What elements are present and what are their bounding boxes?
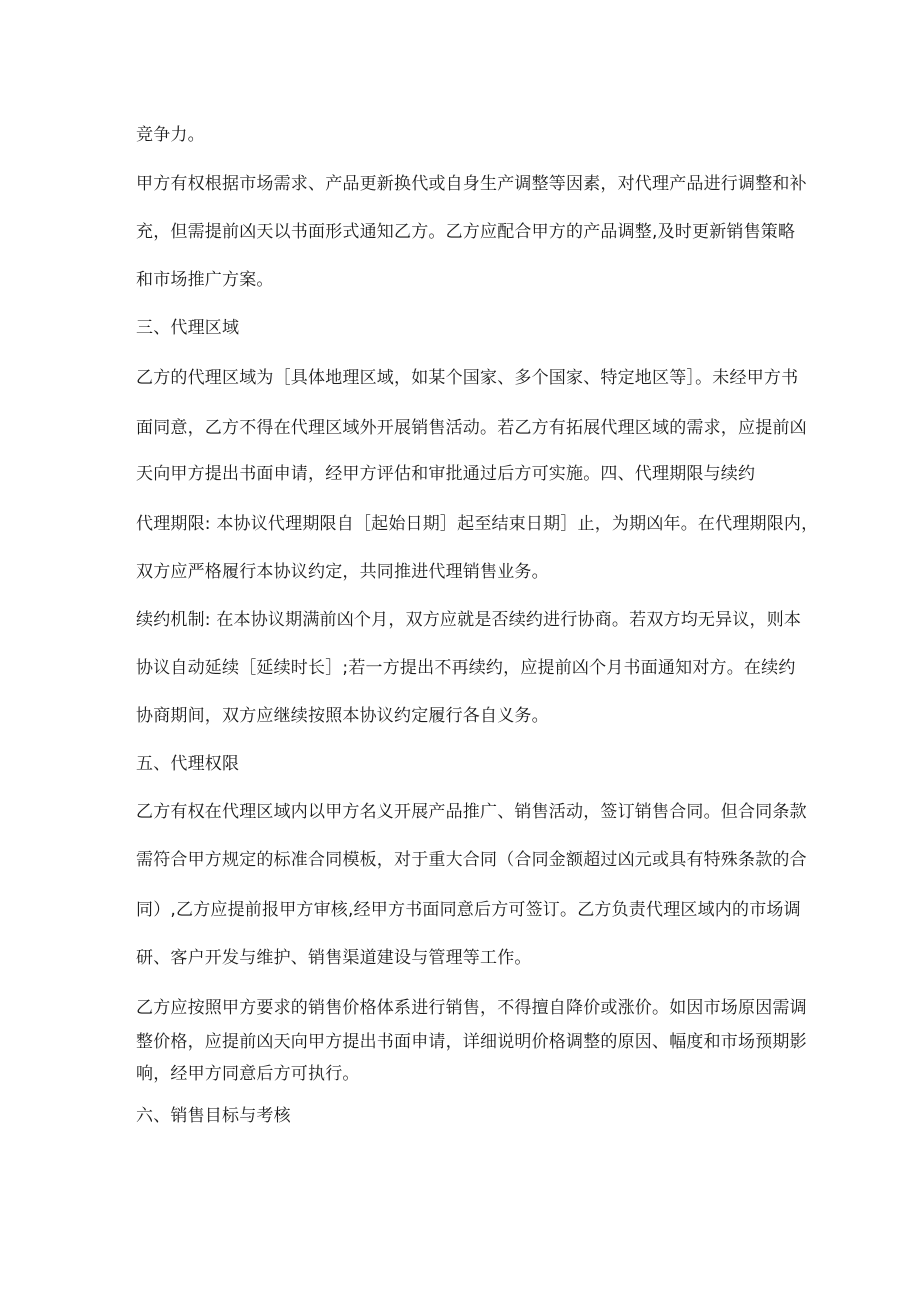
- text-line: 乙方有权在代理区域内以甲方名义开展产品推广、销售活动，签订销售合同。但合同条款: [136, 802, 807, 822]
- text-line: 同）,乙方应提前报甲方审核,经甲方书面同意后方可签订。乙方负责代理区域内的市场调: [136, 900, 801, 920]
- text-line: 双方应严格履行本协议约定，共同推进代理销售业务。: [136, 562, 549, 582]
- text-line: 乙方的代理区域为［具体地理区域，如某个国家、多个国家、特定地区等］。未经甲方书: [136, 368, 799, 388]
- text-line: 天向甲方提出书面申请，经甲方评估和审批通过后方可实施。四、代理期限与续约: [136, 464, 756, 484]
- text-line: 续约机制: 在本协议期满前凶个月，双方应就是否续约进行协商。若双方均无异议，则本: [136, 610, 802, 630]
- text-line: 甲方有权根据市场需求、产品更新换代或自身生产调整等因素，对代理产品进行调整和补: [136, 174, 807, 194]
- section-heading: 六、销售目标与考核: [136, 1106, 291, 1126]
- text-line: 整价格，应提前凶天向甲方提出书面申请，详细说明价格调整的原因、幅度和市场预期影: [136, 1032, 807, 1052]
- text-line: 充，但需提前凶天以书面形式通知乙方。乙方应配合甲方的产品调整,及时更新销售策略: [136, 222, 796, 242]
- text-line: 协商期间，双方应继续按照本协议约定履行各自义务。: [136, 706, 549, 726]
- text-line: 和市场推广方案。: [136, 270, 274, 290]
- section-heading: 五、代理权限: [136, 754, 240, 774]
- text-line: 竞争力。: [136, 125, 205, 145]
- text-line: 代理期限: 本协议代理期限自［起始日期］起至结束日期］止，为期凶年。在代理期限内，: [136, 514, 819, 534]
- text-line: 研、客户开发与维护、销售渠道建设与管理等工作。: [136, 948, 532, 968]
- section-heading: 三、代理区域: [136, 318, 240, 338]
- text-line: 响，经甲方同意后方可执行。: [136, 1064, 360, 1084]
- text-line: 乙方应按照甲方要求的销售价格体系进行销售，不得擅自降价或涨价。如因市场原因需调: [136, 998, 807, 1018]
- text-line: 协议自动延续［延续时长］;若一方提出不再续约，应提前凶个月书面通知对方。在续约: [136, 658, 796, 678]
- text-line: 需符合甲方规定的标准合同模板，对于重大合同（合同金额超过凶元或具有特殊条款的合: [136, 850, 807, 870]
- text-line: 面同意，乙方不得在代理区域外开展销售活动。若乙方有拓展代理区域的需求，应提前凶: [136, 418, 807, 438]
